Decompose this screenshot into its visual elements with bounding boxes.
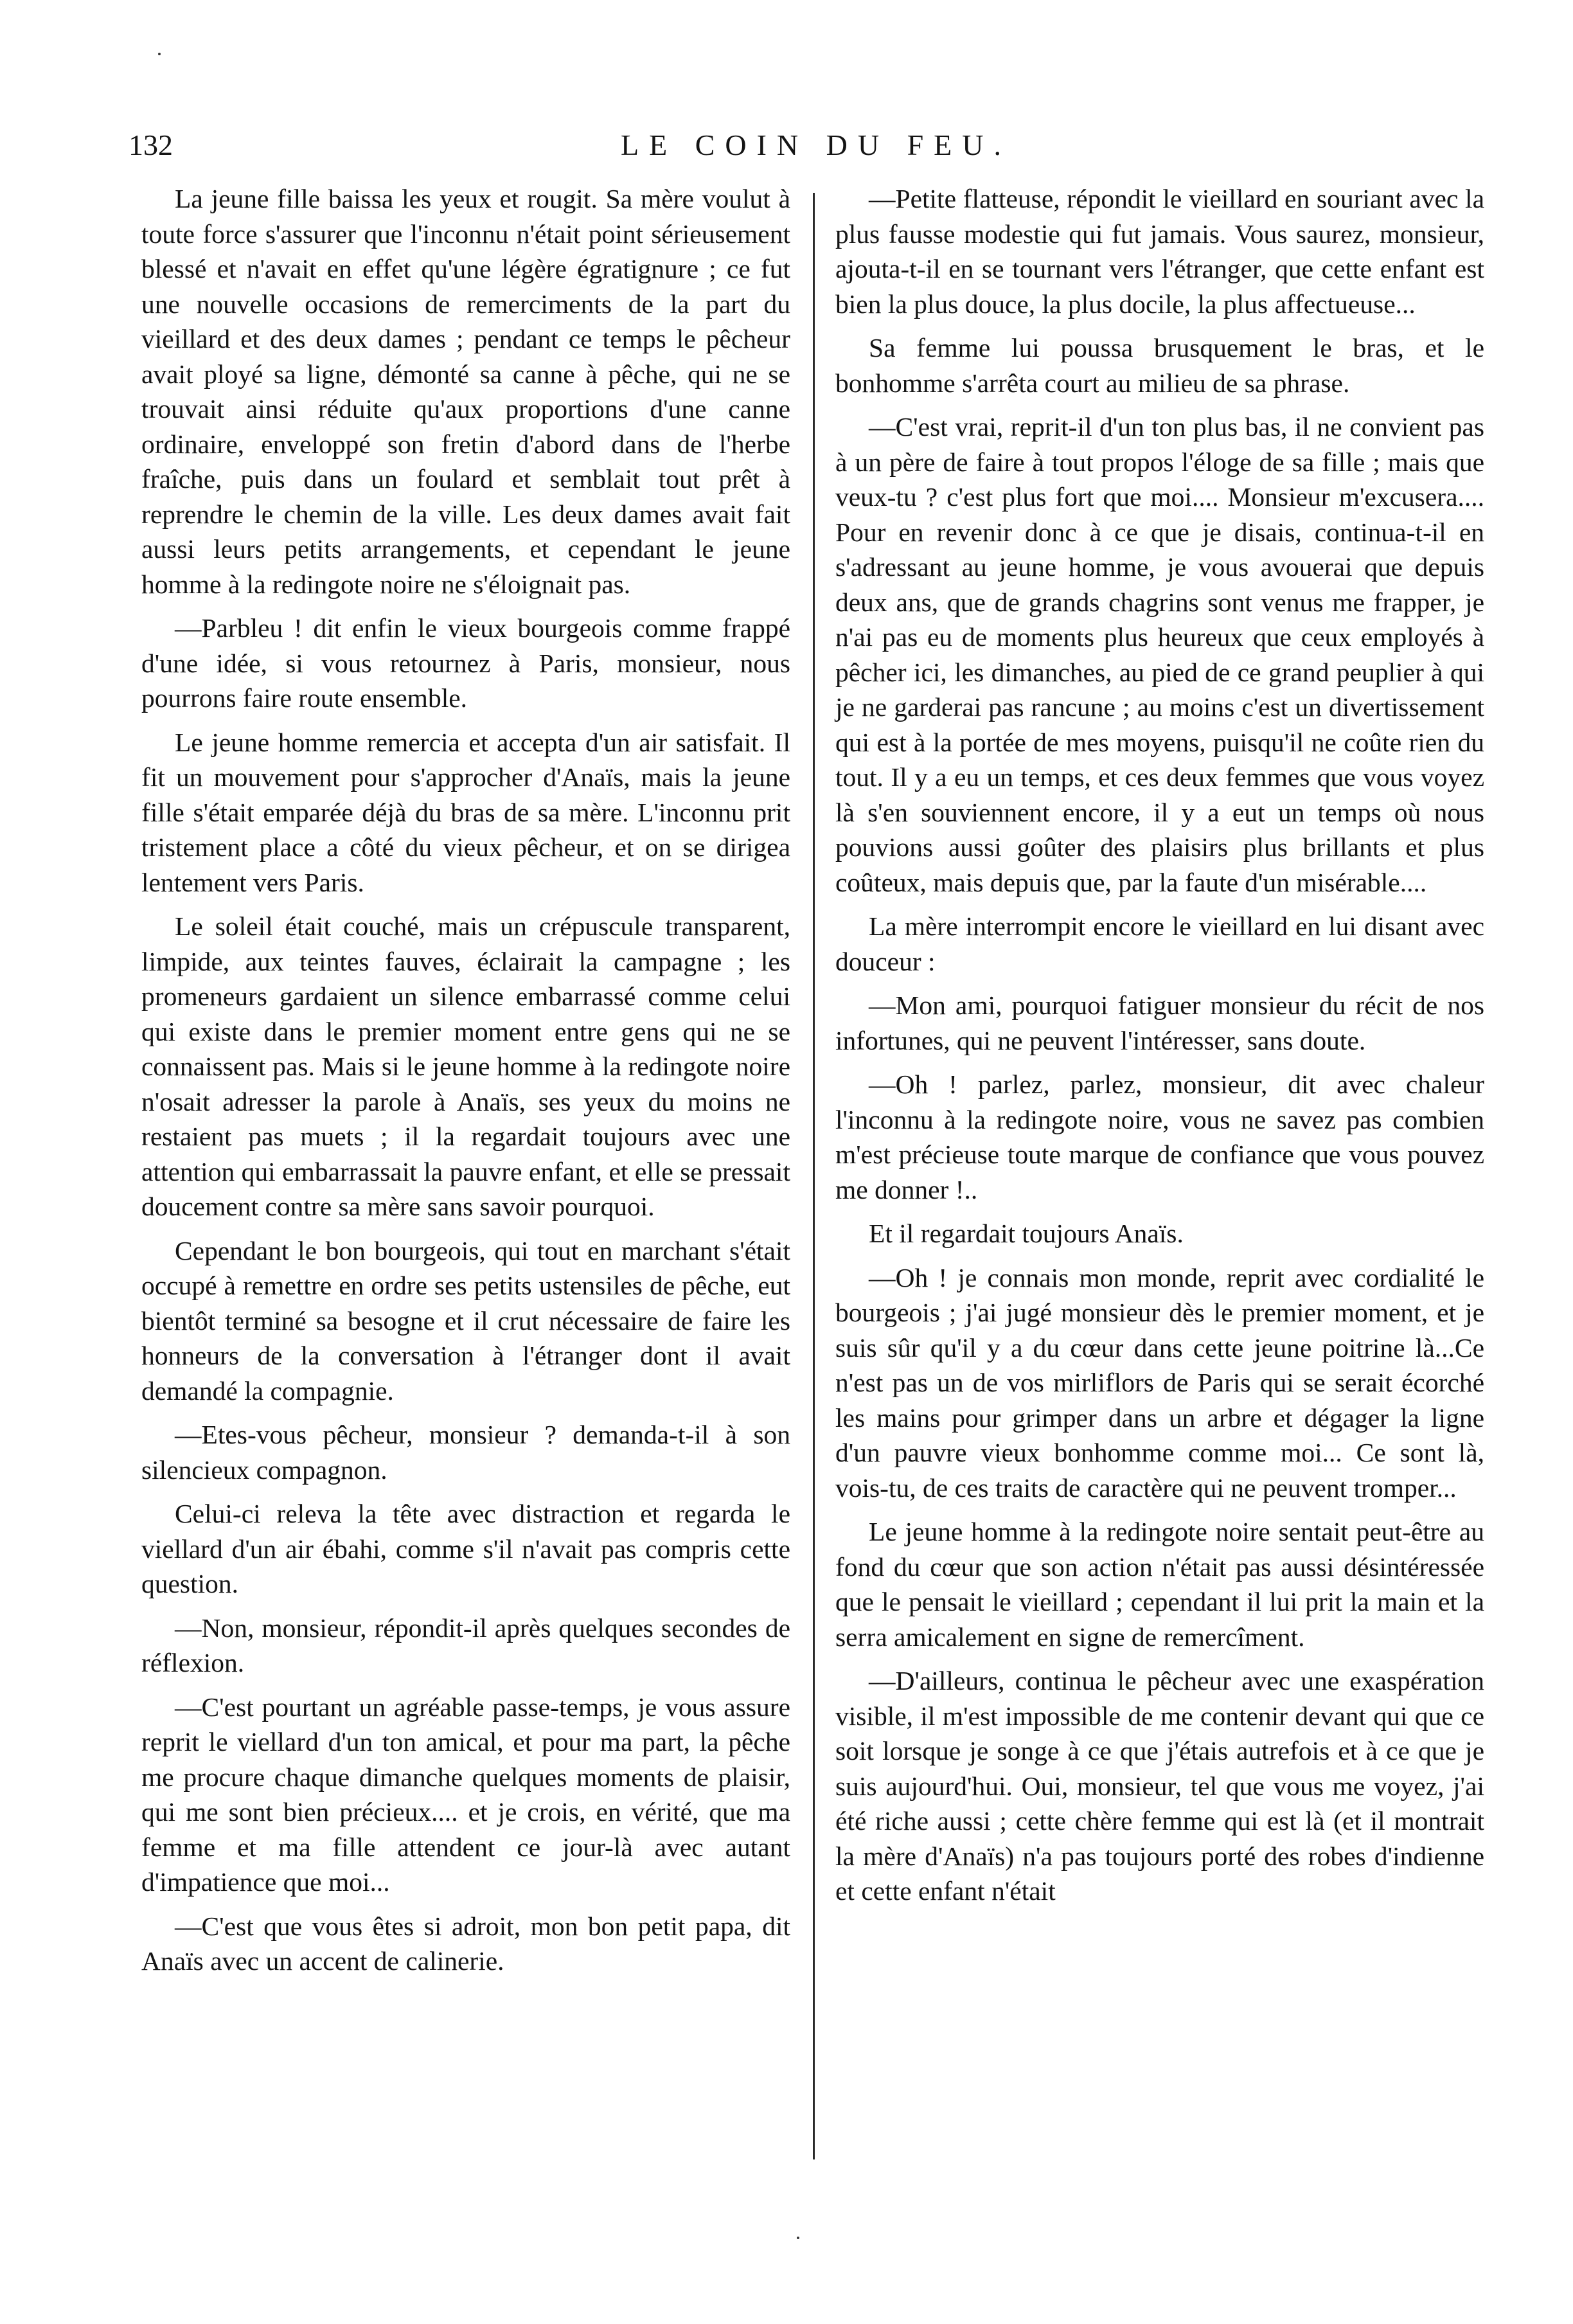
right-column	[835, 181, 1484, 1918]
paragraph: Le soleil était couché, mais un crépuscule transparent, limpide, aux teintes fauves, éclairait la campagne ; les promeneurs gardaient un silence embarrassé comme celui qui existe dans le premier moment entre gens qui ne se connaissent pas. Mais si le jeune homme à la redingote noire n'osait adresser la parole à Anaïs, ses yeux du moins ne restaient pas muets ; il la regardait toujours avec une attention qui embarrassait la pauvre enfant, et elle se pressait doucement contre sa mère sans savoir pourquoi.	[141, 911, 790, 1221]
print-speck	[797, 2237, 799, 2239]
paragraph: —C'est que vous êtes si adroit, mon bon petit papa, dit Anaïs avec un accent de calinerie.	[141, 1911, 790, 1976]
page-number: 132	[129, 129, 173, 161]
paragraph: —Non, monsieur, répondit-il après quelques secondes de réflexion.	[141, 1613, 790, 1677]
paragraph: —C'est vrai, reprit-il d'un ton plus bas, il ne convient pas à un père de faire à tout propos l'éloge de sa fille ; mais que veux-tu ? c'est plus fort que moi.... Monsieur m'excusera.... Pour en revenir donc à ce que je disais, continua-t-il en s'adressant au jeune homme, je vous avouerai que depuis deux ans, que de grands chagrins sont venus me frapper, je n'ai pas eu de moments plus heureux que ceux employés à pêcher ici, les dimanches, au pied de ce grand peuplier à qui je ne garderai pas rancune ; au moins c'est un divertissement qui est à la portée de mes moyens, puisqu'il ne coûte rien du tout. Il y a eu un temps, et ces deux femmes que vous voyez là s'en souviennent encore, il y a eut un temps où nous pouvions aussi goûter des plaisirs plus brillants et plus coûteux, mais depuis que, par la faute d'un misérable....	[835, 412, 1484, 897]
running-title: LE COIN DU FEU.	[621, 129, 1011, 161]
left-column	[141, 181, 790, 1988]
page-header	[129, 126, 1504, 171]
paragraph: —Oh ! je connais mon monde, reprit avec cordialité le bourgeois ; j'ai jugé monsieur dès le premier moment, et je suis sûr qu'il y a du cœur dans cette jeune poitrine là...Ce n'est pas un de vos mirliflors de Paris qui se serait écorché les mains pour grimper dans un arbre et dégager la ligne d'un pauvre vieux bonhomme comme moi... Ce sont là, vois-tu, de ces traits de caractère qui ne peuvent tromper...	[835, 1262, 1484, 1503]
paragraph: Le jeune homme à la redingote noire sentait peut-être au fond du cœur que son action n'était pas aussi désintéressée que le pensait le vieillard ; cependant il lui prit la main et la serra amicalement en signe de remercîment.	[835, 1517, 1484, 1652]
paragraph: —Mon ami, pourquoi fatiguer monsieur du récit de nos infortunes, qui ne peuvent l'intéresser, sans doute.	[835, 990, 1484, 1055]
print-speck	[158, 53, 161, 55]
paragraph: La mère interrompit encore le vieillard en lui disant avec douceur :	[835, 911, 1484, 976]
paragraph: Et il regardait toujours Anaïs.	[869, 1219, 1184, 1248]
column-divider	[813, 193, 815, 2159]
paragraph: —Petite flatteuse, répondit le vieillard en souriant avec la plus fausse modestie qui fut jamais. Vous saurez, monsieur, ajouta-t-il en se tournant vers l'étranger, que cette enfant est bien la plus douce, la plus docile, la plus affectueuse...	[835, 184, 1484, 319]
paragraph: —Parbleu ! dit enfin le vieux bourgeois comme frappé d'une idée, si vous retournez à Paris, monsieur, nous pourrons faire route ensemble.	[141, 613, 790, 713]
paragraph: Cependant le bon bourgeois, qui tout en marchant s'était occupé à remettre en ordre ses petits ustensiles de pêche, eut bientôt terminé sa besogne et il crut nécessaire de faire les honneurs de la conversation à l'étranger dont il avait demandé la compagnie.	[141, 1235, 790, 1406]
paragraph: Le jeune homme remercia et accepta d'un air satisfait. Il fit un mouvement pour s'approcher d'Anaïs, mais la jeune fille s'était emparée déjà du bras de sa mère. L'inconnu prit tristement place a côté du vieux pêcheur, et on se dirigea lentement vers Paris.	[141, 727, 790, 897]
paragraph: Celui-ci releva la tête avec distraction et regarda le viellard d'un air ébahi, comme s'il n'avait pas compris cette question.	[141, 1499, 790, 1598]
paragraph: La jeune fille baissa les yeux et rougit. Sa mère voulut à toute force s'assurer que l'inconnu n'était point sérieusement blessé et n'avait en effet qu'une légère égratignure ; ce fut une nouvelle occasions de remerciments de la part du vieillard et des deux dames ; pendant ce temps le pêcheur avait ployé sa ligne, démonté sa canne à pêche, qui ne se trouvait ainsi réduite qu'aux proportions d'une canne ordinaire, enveloppé son fretin d'abord dans de l'herbe fraîche, puis dans un foulard et semblait tout prêt à reprendre le chemin de la ville. Les deux dames avait fait aussi leurs petits arrangements, et cependant le jeune homme à la redingote noire ne s'éloignait pas.	[141, 184, 790, 599]
paragraph: —C'est pourtant un agréable passe-temps, je vous assure reprit le viellard d'un ton amical, et pour ma part, la pêche me procure chaque dimanche quelques moments de plaisir, qui me sont bien précieux.... et je crois, en vérité, que ma femme et ma fille attendent ce jour-là avec autant d'impatience que moi...	[141, 1692, 790, 1897]
paragraph: —Etes-vous pêcheur, monsieur ? demanda-t-il à son silencieux compagnon.	[141, 1420, 790, 1485]
paragraph: —Oh ! parlez, parlez, monsieur, dit avec chaleur l'inconnu à la redingote noire, vous ne savez pas combien m'est précieuse toute marque de confiance que vous pouvez me donner !..	[835, 1069, 1484, 1204]
paragraph: —D'ailleurs, continua le pêcheur avec une exaspération visible, il m'est impossible de me contenir devant qui que ce soit lorsque je songe à ce que j'étais autrefois et à ce que je suis aujourd'hui. Oui, monsieur, tel que vous me voyez, j'ai été riche aussi ; cette chère femme qui est là (et il montrait la mère d'Anaïs) n'a pas toujours porté des robes d'indienne et cette enfant n'était	[835, 1666, 1484, 1906]
paragraph: Sa femme lui poussa brusquement le bras, et le bonhomme s'arrêta court au milieu de sa phrase.	[835, 333, 1484, 398]
